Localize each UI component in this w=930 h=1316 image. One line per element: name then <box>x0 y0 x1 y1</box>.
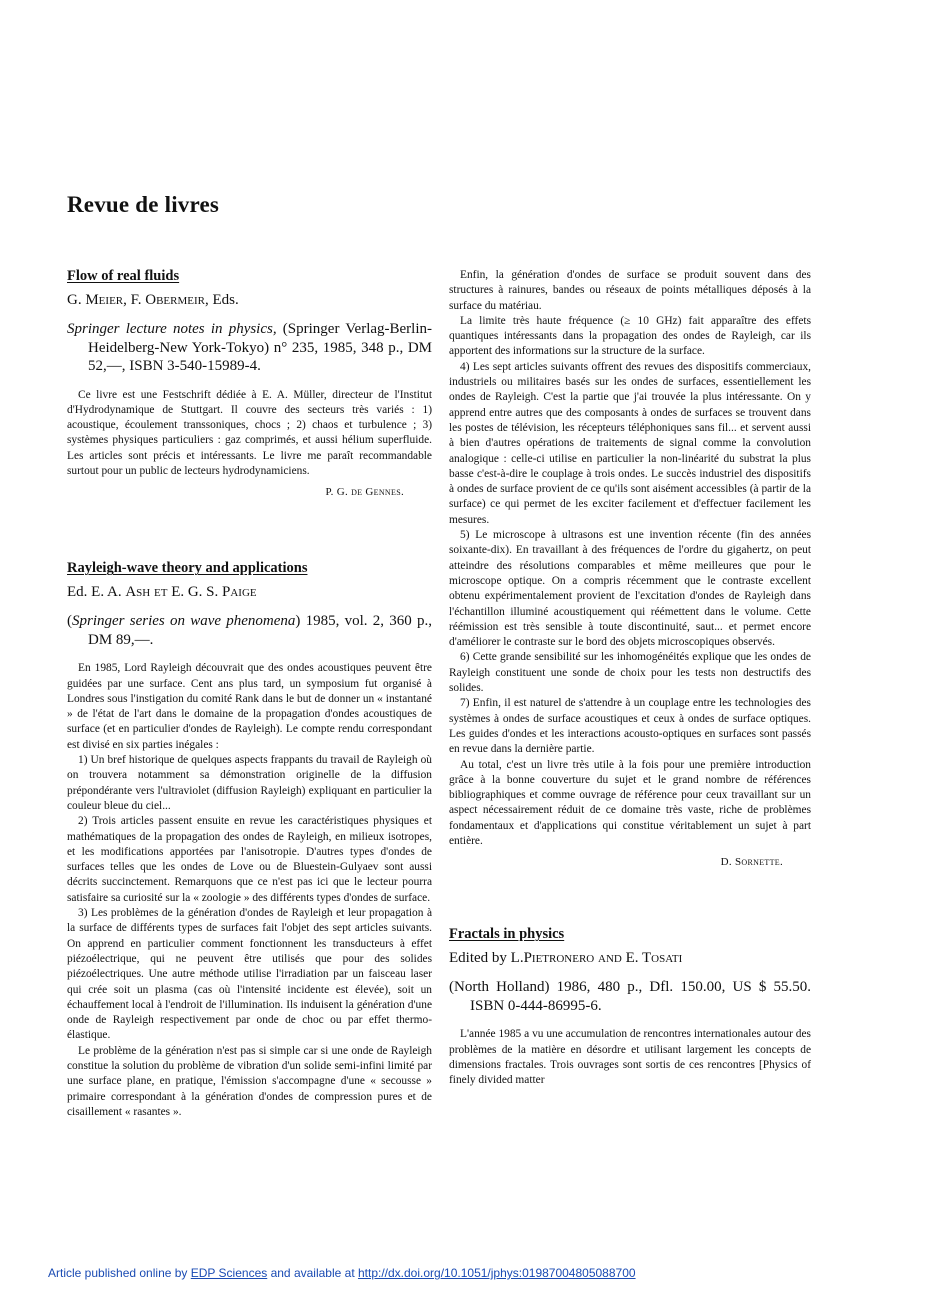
publication-footer <box>48 1266 636 1280</box>
review-paragraph: Ce livre est une Festschrift dédiée à E. A. Müller, directeur de l'Institut d'Hydrodynamique de Stuttgart. Il couvre des secteurs très variés : 1) acoustique, écoulement transsoniques, chocs ; 2) chaos et turbulence ; 3) systèmes physiques particuliers : gaz comprimés, et aussi hélium superfluide. Les articles sont précis et intéressants. Le livre me paraît recommandable surtout pour un public de lecteurs hydrodynamiciens. <box>67 388 432 477</box>
page-title: Revue de livres <box>67 192 220 217</box>
footer-prefix: Article published online by <box>48 1266 191 1280</box>
review-paragraph: 2) Trois articles passent ensuite en revue les caractéristiques physiques et mathématiques de la propagation des ondes de Rayleigh, en milieux isotropes, et les modifications apportées par l'anisotropie. D'autres types d'ondes de surfaces telles que les ondes de Love ou de Bluestein-Gulyaev sont aussi décrits succinctement. Remarquons que ce n'est pas ici que le lecteur pourra satisfaire sa curiosité sur la « zoologie » des différents types d'ondes de surface. <box>67 815 432 904</box>
authors-suffix: and E. Tosati <box>594 950 683 967</box>
review-paragraph: Au total, c'est un livre très utile à la fois pour une première introduction grâce à la bonne couverture du sujet et le grand nombre de références bibliographiques et comme ouvrage de référence pour ceux travaillant sur un aspect nécessairement réduit de ce domaine très vaste, riche de problèmes fondamentaux et d'applications qui constitue véritablement un sujet à part entière. <box>449 758 811 847</box>
publication-info <box>67 612 432 649</box>
review-paragraph: 3) Les problèmes de la génération d'ondes de Rayleigh et leur propagation à la surface de différents types de surfaces fait l'objet des sept articles suivants. On apprend en particulier comment fonctionnent les transducteurs à effet piézoélectrique, qui ne peuvent être utilisés que pour des solides piézoélectriques. Une autre méthode utilise l'irradiation par un faisceau laser qui crée soit un plasma (cas où l'intensité incidente est élevée), soit un échauffement local à l'endroit de l'illumination. Ils induisent la génération d'une onde de Rayleigh respectivement par onde de choc ou par effet thermo-élastique. <box>67 907 432 1042</box>
reviewer-signature: P. G. de Gennes. <box>325 486 404 499</box>
review-authors <box>67 290 432 310</box>
review-paragraph: Le problème de la génération n'est pas si simple car si une onde de Rayleigh constitue la solution du problème de vibration d'un solide semi-infini limité par une surface plane, en pratique, l'émission s'accompagne d'une « secousse » primaire correspondant à la génération d'ondes de compression pures et de cisaillement « rasantes ». <box>67 1044 432 1118</box>
authors-names: Meier, F. Obermeir, <box>85 292 209 308</box>
authors-names: Pietronero <box>523 950 595 967</box>
series-name: Springer series on wave phenomena <box>72 613 296 630</box>
publication-info: (North Holland) 1986, 480 p., Dfl. 150.00, US $ 55.50. ISBN 0-444-86995-6. <box>449 979 811 1014</box>
review-fractals-in-physics <box>449 926 811 1088</box>
review-paragraph: 7) Enfin, il est naturel de s'attendre à un couplage entre les technologies des systèmes à ondes de surface acoustiques et ceux à ondes de surface optiques. Les guides d'ondes et les interactions acousto-optiques en surfaces sont passés en revue dans la dernière partie. <box>449 697 811 756</box>
review-paragraph: Enfin, la génération d'ondes de surface se produit souvent dans des structures à rainures, bandes ou réseaux de points métalliques déposés à la surface du matériau. <box>449 269 811 312</box>
review-authors <box>67 582 432 602</box>
review-paragraph: 6) Cette grande sensibilité sur les inhomogénéités explique que les ondes de Rayleigh constituent une sonde de choix pour les tests non destructifs des solides. <box>449 651 811 695</box>
authors-suffix: Eds. <box>208 292 239 308</box>
review-paragraph: L'année 1985 a vu une accumulation de rencontres internationales autour des problèmes de la matière en désordre et utilisant largement les concepts de dimensions fractales. Trois ouvrages sont sortis de ces rencontres [Physics of finely divided matter <box>449 1028 811 1087</box>
authors-prefix: Ed. E. A. <box>67 584 126 601</box>
review-title: Fractals in physics <box>449 926 565 943</box>
review-flow-of-real-fluids <box>67 268 432 498</box>
right-column <box>449 268 811 1088</box>
publication-details: ) 1985, vol. 2, 360 p., DM 89,—. <box>88 613 432 648</box>
review-paragraph: 1) Un bref historique de quelques aspects frappants du travail de Rayleigh où on trouvera notamment sa démonstration originelle de la diffusion prépondérante vers l'ultraviolet (diffusion Rayleigh) expliquant en particulier la couleur bleue du ciel... <box>67 754 432 812</box>
reviewer-signature: D. Sornette. <box>720 856 783 869</box>
doi-link[interactable]: http://dx.doi.org/10.1051/jphys:01987004805088700 <box>357 1266 636 1280</box>
publisher-link[interactable]: EDP Sciences <box>190 1266 268 1280</box>
review-title: Rayleigh-wave theory and applications <box>67 560 308 577</box>
authors-prefix: Edited by L. <box>449 950 524 967</box>
publication-prefix: ( <box>67 613 72 630</box>
review-paragraph: 5) Le microscope à ultrasons est une invention récente (fin des années soixante-dix). En travaillant à des fréquences de l'ordre du gigahertz, on peut atteindre des résolutions comparables et même meilleures que pour le microscope optique. On a compris récemment que le contraste excellent obtenu expérimentalement provient de l'excitation d'ondes de Rayleigh dans l'échantillon illuminé acoustiquement qui réémettent dans le volume. Cette réémission est très sensible à toute discontinuité, saut... et permet encore d'améliorer le contraste sur le bord des objets microscopiques observés. <box>449 529 811 649</box>
review-paragraph: En 1985, Lord Rayleigh découvrait que des ondes acoustiques peuvent être guidées par une surface. Cent ans plus tard, un symposium fut organisé à Londres sous l'instigation du comité Rank dans le but de donner un « instantané » de l'état de l'art dans le domaine de la propagation d'ondes acoustiques de surface (et en particulier d'ondes de Rayleigh). Le compte rendu correspondant est divisé en six parties inégales : <box>67 662 432 751</box>
left-column <box>67 268 432 1120</box>
footer-middle: and available at <box>267 1266 358 1280</box>
review-rayleigh-wave-continued <box>449 268 811 868</box>
review-authors <box>449 948 811 968</box>
review-title: Flow of real fluids <box>67 268 180 284</box>
review-paragraph: La limite très haute fréquence (≥ 10 GHz) fait apparaître des effets quantiques intéressants dans la propagation des ondes de Rayleigh, car ils apportent des informations sur la structure de la surface. <box>449 314 811 358</box>
authors-prefix: G. <box>67 292 86 308</box>
review-rayleigh-wave <box>67 560 432 1120</box>
authors-names: Ash <box>125 584 151 601</box>
authors-suffix: et E. G. S. Paige <box>150 584 257 601</box>
publication-details: (Springer Verlag-Berlin-Heidelberg-New York-Tokyo) n° 235, 1985, 348 p., DM 52,—, ISBN 3-540-15989-4. <box>88 321 433 374</box>
series-name: Springer lecture notes in physics, <box>67 321 277 337</box>
publication-info <box>67 320 432 376</box>
review-paragraph: 4) Les sept articles suivants offrent des revues des dispositifs commerciaux, industriels ou militaires basés sur les ondes de surfaces, essentiellement les ondes de Rayleigh. C'est la partie que j'ai trouvée la plus intéressante. On y apprend entre autres que des composants à ondes de surfaces se trouvent dans les postes de télévision, les récepteurs téléphoniques sans fil... et servent aussi à bien d'autres opérations de traitements de signal comme la convolution analogique : celle-ci utilise en particulier la non-linéarité du substrat la plus basse c'est-à-dire le couplage à trois ondes. Le succès industriel des dispositifs à ondes de surface provient de ce qu'ils sont aisément accessibles (à partir de la surface) ce qui permet de les exciter facilement et d'effectuer facilement les mesures. <box>449 360 811 526</box>
